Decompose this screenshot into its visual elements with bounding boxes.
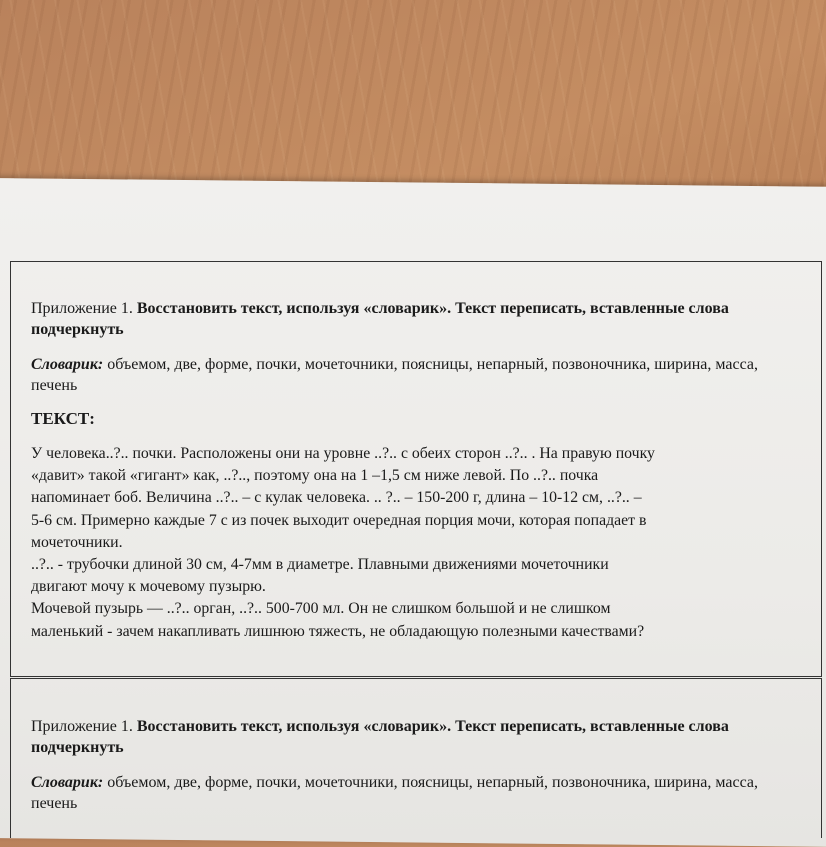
dictionary-label: Словарик: <box>31 356 104 373</box>
wooden-table-surface <box>0 0 826 200</box>
text-line: двигают мочу к мочевому пузырю. <box>31 578 266 596</box>
dictionary-words: объемом, две, форме, почки, мочеточники, поясницы, непарный, позвоночника, ширина, масса, печень <box>31 356 759 394</box>
worksheet-box-2 <box>10 678 822 838</box>
dictionary-label-2: Словарик: <box>31 774 104 791</box>
text-line: маленький - зачем накапливать лишнюю тяжесть, не обладающую полезными качествами? <box>31 622 645 640</box>
text-line: У человека..?.. почки. Расположены они на уровне ..?.. с обеих сторон ..?.. . На правую почку <box>31 445 655 462</box>
heading-bold: Восстановить текст, используя «словарик». Текст переписать, вставленные слова подчеркнуть <box>31 300 729 338</box>
dictionary-line <box>31 354 806 396</box>
text-title: ТЕКСТ: <box>31 409 95 428</box>
task-heading-2 <box>31 716 791 758</box>
text-line: мочеточники. <box>31 533 123 551</box>
text-line: «давит» такой «гигант» как, ..?.., поэтому она на 1 –1,5 см ниже левой. По ..?.. почка <box>31 467 599 485</box>
dictionary-words-2: объемом, две, форме, почки, мочеточники, поясницы, непарный, позвоночника, ширина, масса, печень <box>31 774 759 812</box>
worksheet-text <box>31 443 811 643</box>
text-line: 5-6 см. Примерно каждые 7 с из почек выходит очередная порция мочи, которая попадает в <box>31 511 647 529</box>
dictionary-line-2 <box>31 772 806 814</box>
text-line: ..?.. - трубочки длиной 30 см, 4-7мм в диаметре. Плавными движениями мочеточники <box>31 556 609 574</box>
text-line: напоминает боб. Величина ..?.. – с кулак человека. .. ?.. – 150-200 г, длина – 10-12 см, ..?.. – <box>31 489 642 507</box>
heading-plain: Приложение 1. <box>31 300 137 317</box>
text-line: Мочевой пузырь — ..?.. орган, ..?.. 500-700 мл. Он не слишком большой и не слишком <box>31 600 611 618</box>
task-heading <box>31 298 791 340</box>
heading-plain-2: Приложение 1. <box>31 718 137 735</box>
heading-bold-2: Восстановить текст, используя «словарик». Текст переписать, вставленные слова подчеркнуть <box>31 718 729 756</box>
